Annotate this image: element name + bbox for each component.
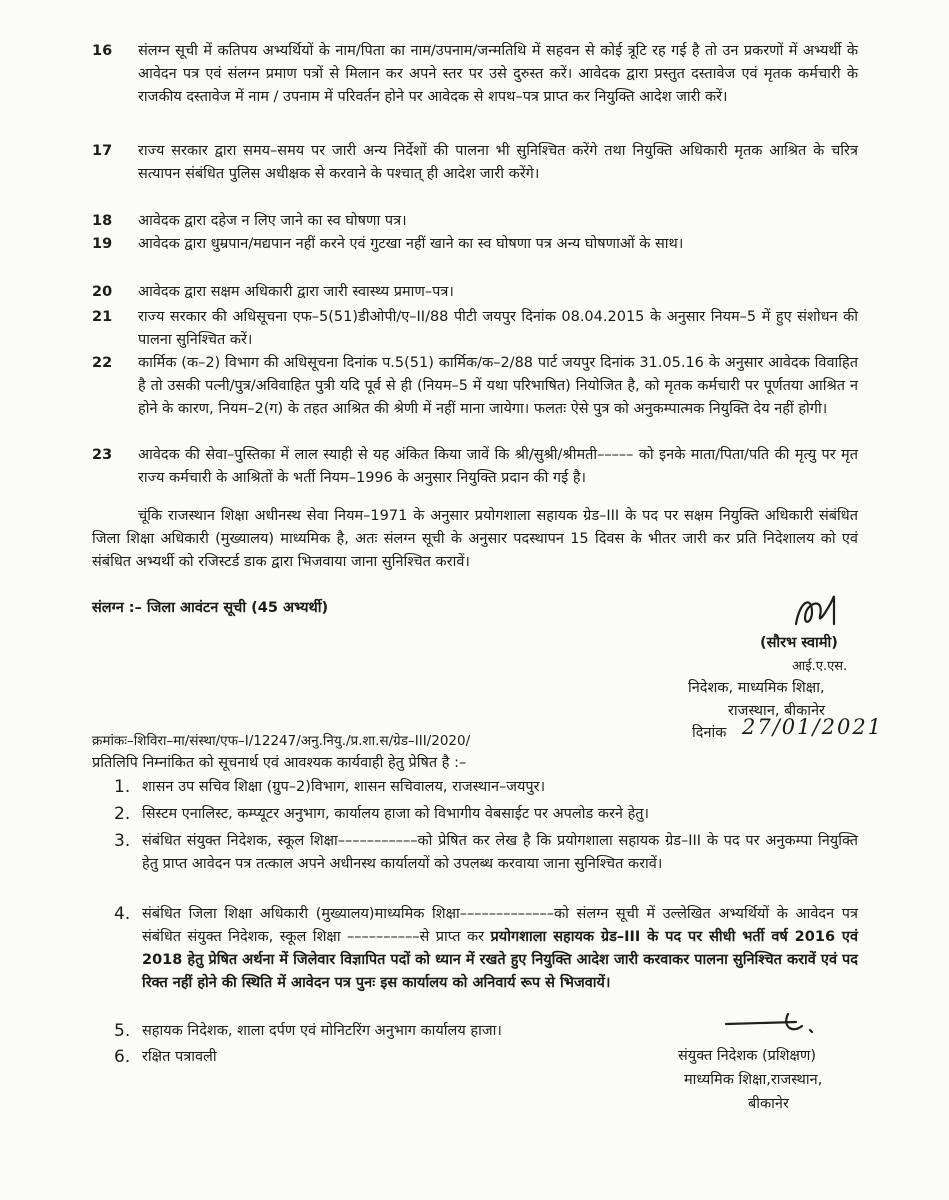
signatory-service: आई.ए.एस. (792, 659, 848, 674)
point-number: 19 (92, 236, 113, 252)
copy-number: 6. (114, 1047, 131, 1067)
copy-number: 3. (114, 831, 131, 851)
copy-number: 4. (114, 904, 131, 924)
copy-text-normal: संबंधित जिला शिक्षा अधिकारी (मुख्यालय)माध्यमिक शिक्षा–––––––––––––को संलग्न सूची में उल्लेखित अभ्यर्थियों के आवेदन पत्र संबंधित संयुक्त निदेशक, स्कूल शिक्षा ––––––––––से प्राप्त कर (142, 906, 858, 945)
copy-text: सिस्टम एनालिस्ट, कम्प्यूटर अनुभाग, कार्यालय हाजा को विभागीय वेबसाईट पर अपलोड करने हेतु। (142, 806, 650, 822)
point-number: 22 (92, 355, 113, 371)
handwritten-date: 27/01/2021 (742, 715, 884, 739)
point-text: राज्य सरकार की अधिसूचना एफ–5(51)डीओपी/ए–II/88 पीटी जयपुर दिनांक 08.04.2015 के अनुसार नियम–5 में हुए संशोधन की पालना सुनिश्चित करें। (138, 309, 858, 348)
copy-number: 5. (114, 1021, 131, 1041)
point-text: कार्मिक (क–2) विभाग की अधिसूचना दिनांक प.5(51) कार्मिक/क–2/88 पार्ट जयपुर दिनांक 31.05.16 के अनुसार आवेदक विवाहित है तो उसकी पत्नी/पुत्र/अविवाहित पुत्री यदि पूर्व से ही (नियम–5 में यथा परिभाषित) नियोजित है, को मृतक कर्मचारी पर पूर्णतया आश्रित न होने के कारण, नियम–2(ग) के तहत आश्रित की श्रेणी में नहीं माना जायेगा। फलतः ऐसे पुत्र को अनुकम्पात्मक नियुक्ति देय नहीं होगी। (138, 355, 858, 417)
point-text: आवेदक द्वारा दहेज न लिए जाने का स्व घोषणा पत्र। (138, 213, 407, 229)
copy-text: सहायक निदेशक, शाला दर्पण एवं मोनिटरिंग अनुभाग कार्यालय हाजा। (142, 1023, 502, 1039)
point-number: 21 (92, 309, 113, 325)
copy-text: संबंधित संयुक्त निदेशक, स्कूल शिक्षा–––––––––––को प्रेषित कर लेख है कि प्रयोगशाला सहायक ग्रेड–III के पद पर अनुकम्पा नियुक्ति हेतु प्राप्त आवेदन पत्र तत्काल अपने अधीनस्थ कार्यालयों को उपलब्ध करवाया जाना सुनिश्चित करावें। (142, 833, 858, 872)
point-text: आवेदक की सेवा–पुस्तिका में लाल स्याही से यह अंकित किया जावें कि श्री/सुश्री/श्रीमती––––– को इनके माता/पिता/पति की मृत्यु पर मृत राज्य कर्मचारी के आश्रितों के भर्ती नियम–1996 के अनुसार नियुक्ति प्रदान की गई है। (138, 447, 858, 486)
copy-intro: प्रतिलिपि निम्नांकित को सूचनार्थ एवं आवश्यक कार्यवाही हेतु प्रेषित है :– (92, 755, 467, 771)
point-number: 18 (92, 213, 113, 229)
point-text: आवेदक द्वारा सक्षम अधिकारी द्वारा जारी स्वास्थ्य प्रमाण–पत्र। (138, 284, 454, 300)
copy-number: 2. (114, 804, 131, 824)
point-number: 20 (92, 284, 113, 300)
joint-director-designation: संयुक्त निदेशक (प्रशिक्षण) (678, 1048, 817, 1064)
copy-text: शासन उप सचिव शिक्षा (ग्रुप–2)विभाग, शासन सचिवालय, राजस्थान–जयपुर। (142, 779, 546, 795)
joint-director-place: बीकानेर (748, 1096, 789, 1112)
signatory-place: राजस्थान, बीकानेर (728, 703, 825, 719)
point-text: संलग्न सूची में कतिपय अभ्यर्थियों के नाम/पिता का नाम/उपनाम/जन्मतिथि में सहवन से कोई त्रूटि रह गई है तो उन प्रकरणों में अभ्यर्थी के आवेदन पत्र एवं संलग्न प्रमाण पत्रों से मिलान कर अपने स्तर पर उसे दुरुस्त करें। आवेदक द्वारा प्रस्तुत दस्तावेज एवं मृतक कर्मचारी के राजकीय दस्तावेज में नाम / उपनाम में परिवर्तन होने पर आवेदक से शपथ–पत्र प्राप्त कर नियुक्ति आदेश जारी करें। (138, 43, 858, 105)
enclosure-line: संलग्न :– जिला आवंटन सूची (45 अभ्यर्थी) (92, 600, 329, 616)
director-signature (790, 590, 850, 634)
copy-text-bold: प्रयोगशाला सहायक ग्रेड–III के पद पर सीधी भर्ती वर्ष 2016 एवं 2018 हेतु प्रेषित अर्थना में जिलेवार विज्ञापित पदों को ध्यान में रखते हुए नियुक्ति आदेश जारी करवाकर पालना सुनिश्चित करावें एवं पद रिक्त नहीं होने की स्थिति में आवेदन पत्र पुनः इस कार्यालय को अनिवार्य रूप से भिजवायें। (142, 929, 859, 991)
point-text: राज्य सरकार द्वारा समय–समय पर जारी अन्य निर्देशों की पालना भी सुनिश्चित करेंगे तथा नियुक्ति अधिकारी मृतक आश्रित के चरित्र सत्यापन संबंधित पुलिस अधीक्षक से करवाने के पश्चात् ही आदेश जारी करेंगे। (138, 143, 858, 182)
date-label: दिनांक (692, 725, 727, 741)
joint-director-dept: माध्यमिक शिक्षा,राजस्थान, (684, 1072, 823, 1088)
point-text: आवेदक द्वारा धुम्रपान/मद्यपान नहीं करने एवं गुटखा नहीं खाने का स्व घोषणा पत्र अन्य घोषणाओं के साथ। (138, 236, 684, 252)
signatory-designation: निदेशक, माध्यमिक शिक्षा, (688, 680, 825, 696)
signatory-name: (सौरभ स्वामी) (760, 635, 838, 651)
copy-text: रक्षित पत्रावली (142, 1049, 217, 1065)
joint-director-signature (722, 1008, 822, 1038)
closing-paragraph: चूंकि राजस्थान शिक्षा अधीनस्थ सेवा नियम–1971 के अनुसार प्रयोगशाला सहायक ग्रेड–III के पद पर सक्षम नियुक्ति अधिकारी संबंधित जिला शिक्षा अधिकारी (मुख्यालय) माध्यमिक है, अतः संलग्न सूची के अनुसार पदस्थापन 15 दिवस के भीतर जारी कर प्रति निदेशालय को एवं संबंधित अभ्यर्थी को रजिस्टर्ड डाक द्वारा भिजवाया जाना सुनिश्चित करावें। (92, 508, 858, 570)
copy-number: 1. (114, 777, 131, 797)
order-number: क्रमांकः–शिविरा–मा/संस्था/एफ–I/12247/अनु.नियु./प्र.शा.स/ग्रेड–III/2020/ (92, 733, 471, 749)
point-number: 17 (92, 143, 113, 159)
point-number: 16 (92, 43, 113, 59)
copy-text (142, 903, 858, 995)
point-number: 23 (92, 447, 113, 463)
